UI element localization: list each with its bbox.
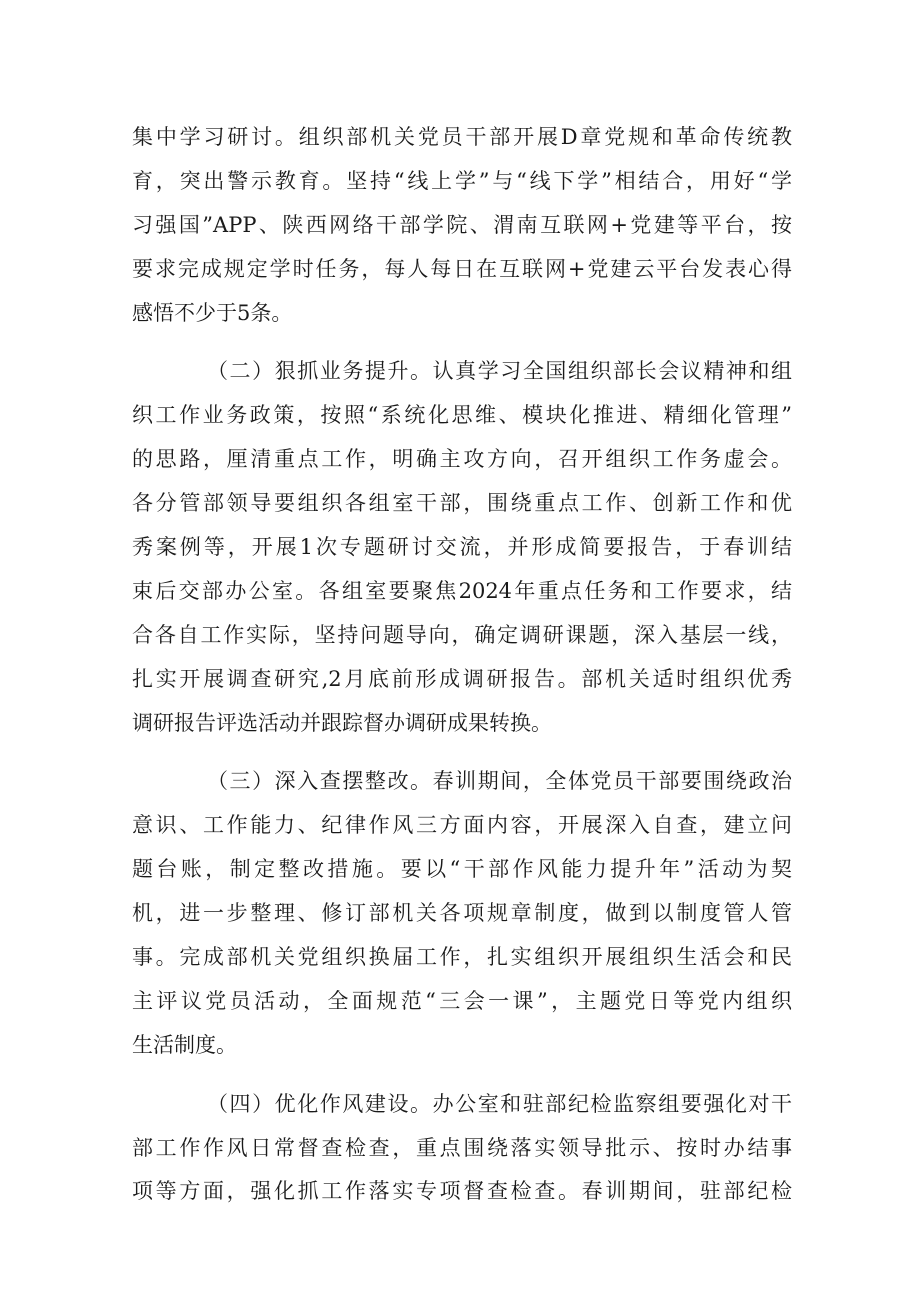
text-line: 扎实开展调查研究,2月底前形成调研报告。部机关适时组织优秀: [132, 666, 792, 691]
paragraph: [132, 760, 792, 1067]
text-line: 束后交部办公室。各组室要聚焦2024年重点任务和工作要求，结: [132, 578, 792, 603]
document-body: [132, 116, 792, 1214]
text-line: 调研报告评选活动并跟踪督办调研成果转换。: [132, 710, 552, 735]
text-line: （三）深入查摆整改。春训期间，全体党员干部要围绕政治: [207, 769, 792, 794]
text-line: 育，突出警示教育。坚持“线上学”与“线下学”相结合，用好“学: [132, 168, 792, 193]
text-line: 生活制度。: [132, 1032, 237, 1057]
text-line: 机，进一步整理、修订部机关各项规章制度，做到以制度管人管: [132, 901, 792, 926]
text-line: （四）优化作风建设。办公室和驻部纪检监察组要强化对干: [207, 1091, 792, 1116]
text-line: （二）狠抓业务提升。认真学习全国组织部长会议精神和组: [207, 359, 792, 384]
text-line: 集中学习研讨。组织部机关党员干部开展D章党规和革命传统教: [132, 125, 792, 149]
text-line: 项等方面，强化抓工作落实专项督查检查。春训期间，驻部纪检: [132, 1179, 792, 1204]
text-line: 部工作作风日常督查检查，重点围绕落实领导批示、按时办结事: [132, 1135, 792, 1160]
paragraph: [132, 1083, 792, 1215]
text-line: 感悟不少于5条。: [132, 300, 293, 325]
paragraph: [132, 116, 792, 335]
text-line: 秀案例等，开展1次专题研讨交流，并形成简要报告，于春训结: [132, 535, 792, 560]
text-line: 事。完成部机关党组织换届工作，扎实组织开展组织生活会和民: [132, 945, 792, 970]
text-line: 各分管部领导要组织各组室干部，围绕重点工作、创新工作和优: [132, 491, 792, 516]
text-line: 习强国”APP、陕西网络干部学院、渭南互联网+党建等平台，按: [132, 212, 792, 237]
text-line: 要求完成规定学时任务，每人每日在互联网+党建云平台发表心得: [132, 256, 792, 281]
text-line: 的思路，厘清重点工作，明确主攻方向，召开组织工作务虚会。: [132, 447, 792, 472]
text-line: 题台账，制定整改措施。要以“干部作风能力提升年”活动为契: [132, 857, 792, 882]
text-line: 主评议党员活动，全面规范“三会一课”，主题党日等党内组织: [132, 988, 792, 1013]
text-line: 意识、工作能力、纪律作风三方面内容，开展深入自查，建立问: [132, 813, 792, 838]
paragraph: [132, 350, 792, 745]
text-line: 合各自工作实际，坚持问题导向，确定调研课题，深入基层一线，: [132, 622, 792, 647]
text-line: 织工作业务政策，按照“系统化思维、模块化推进、精细化管理”: [132, 403, 792, 428]
